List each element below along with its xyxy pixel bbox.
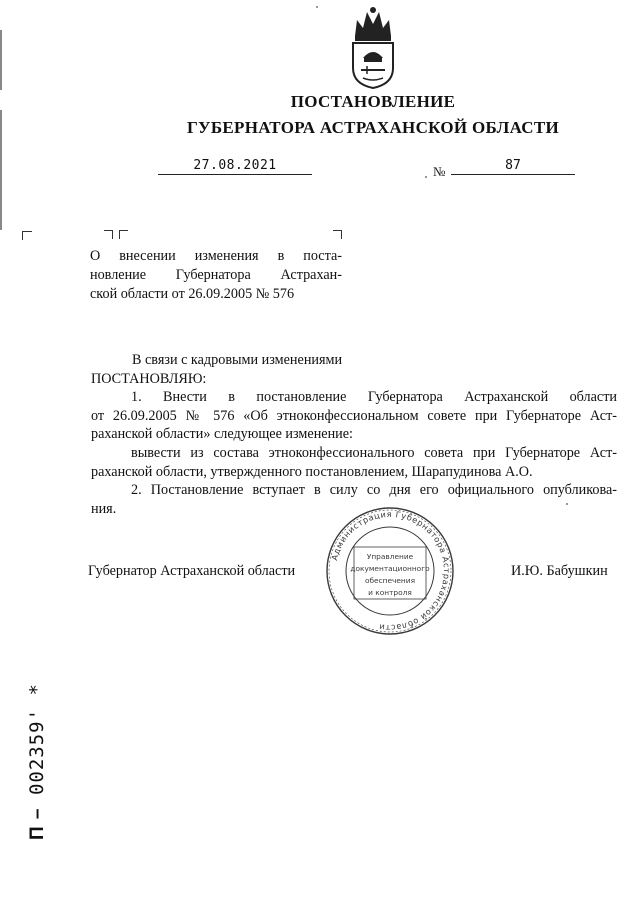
registration-mark <box>6 683 48 840</box>
registration-star: * <box>26 683 48 696</box>
resolve-heading: ПОСТАНОВЛЯЮ: <box>91 370 207 387</box>
document-type-title: ПОСТАНОВЛЕНИЕ <box>290 92 456 111</box>
document-subject <box>90 247 342 304</box>
item-1-line: раханской области» следующее изменение: <box>91 426 354 443</box>
subject-right-bracket <box>333 230 342 239</box>
stamp-inner-line: и контроля <box>368 588 412 597</box>
issuer-title: ГУБЕРНАТОРА АСТРАХАНСКОЙ ОБЛАСТИ <box>186 118 560 137</box>
registration-code: 002359' <box>26 707 48 796</box>
coat-of-arms-icon <box>347 6 399 90</box>
number-sign: № <box>433 164 446 179</box>
item-2-line: ния. <box>91 500 117 517</box>
registration-letter: П – <box>27 807 48 840</box>
document-number: 87 <box>451 158 575 175</box>
preamble: В связи с кадровыми изменениями <box>132 352 343 368</box>
item-1-line: 1. Внести в постановление Губернатора Астраханской области <box>131 389 617 406</box>
stamp-inner-line: документационного <box>350 564 430 573</box>
stamp-inner-line: обеспечения <box>364 576 416 585</box>
scan-speck <box>316 6 318 8</box>
scan-edge-mark <box>0 110 2 230</box>
signer-position: Губернатор Астраханской области <box>88 563 296 579</box>
signer-name: И.Ю. Бабушкин <box>511 563 608 579</box>
change-line: раханской области, утвержденного постановлением, Шарапудинова А.О. <box>91 463 533 480</box>
official-stamp <box>324 505 456 637</box>
subject-line: О внесении изменения в поста- <box>90 248 342 264</box>
scan-speck <box>566 503 568 505</box>
subject-line: ской области от 26.09.2005 № 576 <box>90 286 295 302</box>
subject-left-bracket <box>119 230 128 239</box>
scan-speck <box>425 176 427 178</box>
document-date: 27.08.2021 <box>158 158 312 175</box>
document-body <box>91 351 617 518</box>
subject-left-bracket-outer <box>104 230 113 239</box>
subject-line: новление Губернатора Астрахан- <box>90 267 342 283</box>
left-margin-corner-mark <box>22 231 32 240</box>
stamp-inner-line: Управление <box>366 552 414 561</box>
stamp-outer-text: Администрация Губернатора Астраханской области <box>329 508 453 634</box>
item-1-line: от 26.09.2005 № 576 «Об этноконфессиональном совете при Губернаторе Аст- <box>91 407 617 424</box>
item-2-line: 2. Постановление вступает в силу со дня его официального опубликова- <box>131 482 617 499</box>
scan-edge-mark <box>0 30 2 90</box>
change-line: вывести из состава этноконфессионального совета при Губернаторе Аст- <box>131 444 617 461</box>
